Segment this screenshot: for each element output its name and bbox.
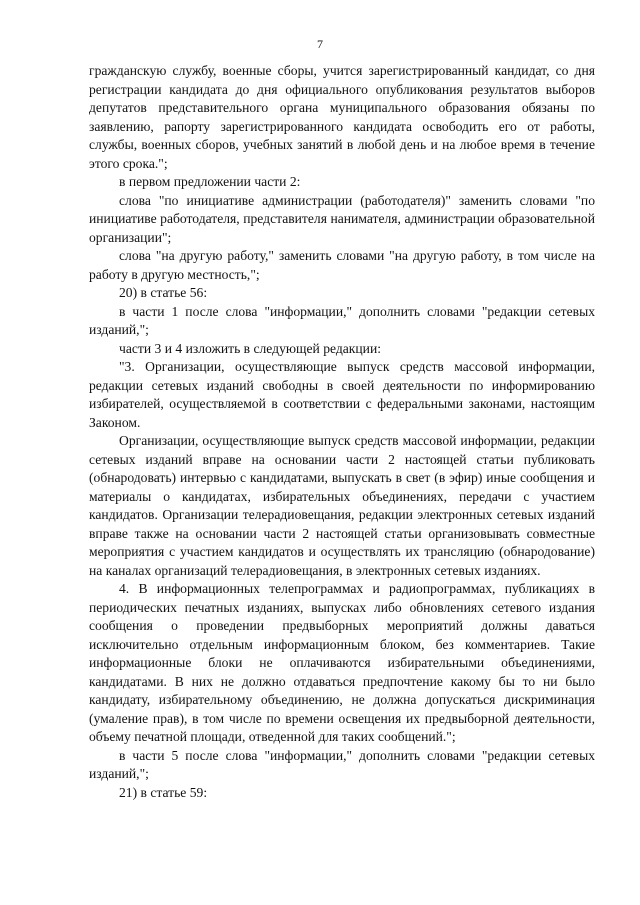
page-number: 7 xyxy=(317,37,323,51)
paragraph: в части 1 после слова "информации," дополнить словами "редакции сетевых изданий,"; xyxy=(89,303,595,337)
paragraph: в части 5 после слова "информации," дополнить словами "редакции сетевых изданий,"; xyxy=(89,747,595,781)
paragraph-continuation: гражданскую службу, военные сборы, учится зарегистрированный кандидат, со дня регистрации кандидата до дня официального опубликования результатов выборов депутатов представительного органа муниципального образования обязаны по заявлению, рапорту зарегистрированного кандидата освободить его от работы, службы, военных сборов, учебных занятий в любой день и на любое время в течение этого срока."; xyxy=(89,63,595,171)
paragraph: Организации, осуществляющие выпуск средств массовой информации, редакции сетевых изданий вправе на основании части 2 настоящей статьи публиковать (обнародовать) интервью с кандидатами, выпускать в свет (в эфир) иные сообщения и материалы о кандидатах, избирательных объединениях, передачи с участием кандидатов. Организации телерадиовещания, редакции электронных сетевых изданий вправе также на основании части 2 настоящей статьи организовывать совместные мероприятия с участием кандидатов и осуществлять их трансляцию (обнародование) на каналах организаций телерадиовещания, в электронных сетевых изданиях. xyxy=(89,433,595,578)
paragraph: слова "по инициативе администрации (работодателя)" заменить словами "по инициативе работодателя, представителя нанимателя, администрации образовательной организации"; xyxy=(89,192,595,245)
paragraph: "3. Организации, осуществляющие выпуск средств массовой информации, редакции сетевых изданий свободны в своей деятельности по информированию избирателей, осуществляемой в соответствии с федеральными законами, настоящим Законом. xyxy=(89,359,595,430)
paragraph: части 3 и 4 изложить в следующей редакции: xyxy=(119,340,382,356)
paragraph: 4. В информационных телепрограммах и радиопрограммах, публикациях в периодических печатных изданиях, выпусках либо обновлениях сетевого издания сообщения о проведении предвыборных мероприятий должны даваться исключительно отдельным информационным блоком, без комментариев. Такие информационные блоки не оплачиваются избирательными объединениями, кандидатами. В них не должно отдаваться предпочтение какому бы то ни было кандидату, избирательному объединению, не должна допускаться дискриминация (умаление прав), в том числе по времени освещения их предвыборной деятельности, объему печатной площади, отведенной для таких сообщений."; xyxy=(89,581,595,744)
paragraph: слова "на другую работу," заменить словами "на другую работу, в том числе на работу в другую местность,"; xyxy=(89,248,595,282)
paragraph: 20) в статье 56: xyxy=(119,285,208,300)
document-body xyxy=(89,62,595,802)
paragraph: в первом предложении части 2: xyxy=(119,174,301,189)
paragraph: 21) в статье 59: xyxy=(119,784,208,800)
